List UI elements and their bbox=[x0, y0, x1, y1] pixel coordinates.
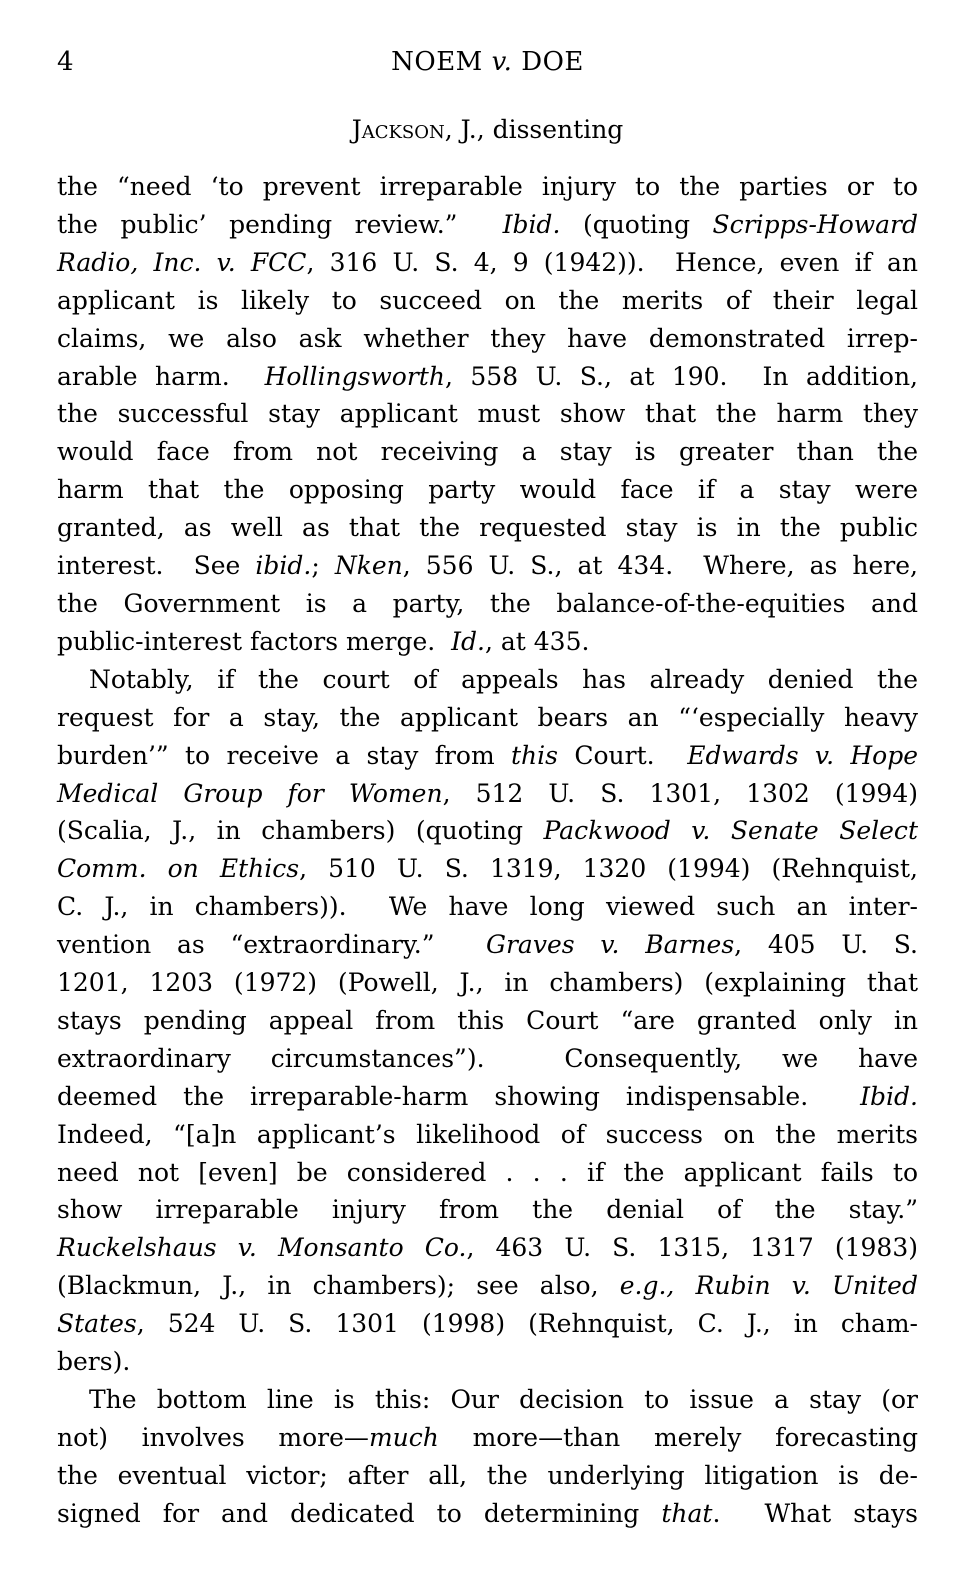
text-run: harm that the opposing party would face if a stay were bbox=[57, 475, 918, 505]
text-run: C. J., in chambers)). We have long viewed such an inter- bbox=[57, 892, 918, 922]
text-line bbox=[57, 1419, 918, 1457]
text-run: NOEM bbox=[391, 47, 492, 77]
italic-text-run: Id. bbox=[451, 626, 485, 656]
text-line bbox=[57, 888, 918, 926]
text-run: burden’” to receive a stay from bbox=[57, 740, 512, 770]
text-run: (Blackmun, J., in chambers); see also, bbox=[57, 1271, 620, 1301]
italic-text-run: Rubin v. United bbox=[695, 1271, 918, 1301]
text-line bbox=[57, 1040, 918, 1078]
text-run bbox=[674, 1271, 695, 1300]
text-line bbox=[57, 1457, 918, 1495]
italic-text-run: Ibid. bbox=[860, 1081, 918, 1111]
text-run: the Government is a party, the balance-of-the-equities and bbox=[57, 588, 918, 618]
text-line bbox=[57, 433, 918, 471]
text-run: (quoting bbox=[560, 209, 713, 239]
text-run: granted, as well as that the requested stay is in the public bbox=[57, 513, 918, 543]
text-line bbox=[57, 244, 918, 282]
text-run: , 558 U. S., at 190. In addition, bbox=[444, 361, 918, 391]
opinion-author-line bbox=[57, 114, 918, 145]
text-line bbox=[57, 1078, 918, 1116]
text-run: more—than merely forecasting bbox=[438, 1422, 918, 1452]
running-header bbox=[57, 46, 918, 78]
text-run: the successful stay applicant must show that the harm they bbox=[57, 399, 918, 429]
italic-text-run: much bbox=[368, 1422, 439, 1452]
italic-text-run: Scripps-Howard bbox=[712, 209, 919, 239]
text-run: the public’ pending review.” bbox=[57, 209, 503, 239]
text-line bbox=[57, 509, 918, 547]
text-line bbox=[57, 358, 918, 396]
text-run: the “need ‘to prevent irreparable injury to the parties or to bbox=[57, 172, 918, 201]
text-run: , 463 U. S. 1315, 1317 (1983) bbox=[466, 1233, 918, 1263]
text-run: stays pending appeal from this Court “are granted only in bbox=[57, 1005, 918, 1035]
opinion-body bbox=[57, 168, 918, 1533]
text-line bbox=[57, 206, 918, 244]
italic-text-run: this bbox=[511, 740, 558, 770]
italic-text-run: Nken bbox=[334, 551, 403, 581]
text-run: applicant is likely to succeed on the merits of their legal bbox=[57, 285, 918, 315]
text-line bbox=[57, 1495, 918, 1533]
text-run: , J., dissenting bbox=[444, 115, 624, 144]
text-line bbox=[57, 547, 918, 585]
italic-text-run: States bbox=[57, 1309, 137, 1339]
text-run: , 556 U. S., at 434. Where, as here, bbox=[402, 551, 918, 581]
italic-text-run: Ibid. bbox=[502, 209, 561, 239]
text-run: (Scalia, J., in chambers) (quoting bbox=[57, 816, 544, 846]
text-run: would face from not receiving a stay is greater than the bbox=[57, 437, 918, 467]
text-line bbox=[57, 471, 918, 509]
text-run: vention as “extraordinary.” bbox=[57, 930, 487, 960]
text-run: , at 435. bbox=[484, 626, 590, 656]
text-line bbox=[57, 1154, 918, 1192]
page-number: 4 bbox=[57, 47, 74, 77]
text-run: , 524 U. S. 1301 (1998) (Rehnquist, C. J., in cham- bbox=[136, 1309, 918, 1339]
text-run: extraordinary circumstances”). Consequently, we have bbox=[57, 1043, 918, 1073]
text-run: bers). bbox=[57, 1347, 131, 1377]
italic-text-run: ibid. bbox=[255, 551, 312, 581]
text-run: not) involves more— bbox=[57, 1422, 369, 1452]
italic-text-run: Medical Group for Women bbox=[57, 778, 443, 808]
text-line bbox=[57, 1267, 918, 1305]
smallcaps-text-run: Jackson bbox=[351, 115, 445, 144]
text-line bbox=[57, 395, 918, 433]
italic-text-run: Comm. on Ethics bbox=[57, 854, 300, 884]
italic-text-run: Ruckelshaus v. Monsanto Co. bbox=[57, 1233, 467, 1263]
italic-text-run: Edwards v. Hope bbox=[687, 740, 918, 770]
text-run: interest. See bbox=[57, 551, 256, 581]
text-run: deemed the irreparable-harm showing indispensable. bbox=[57, 1081, 861, 1111]
text-line bbox=[57, 1229, 918, 1267]
text-run: claims, we also ask whether they have demonstrated irrep- bbox=[57, 323, 918, 353]
text-line bbox=[57, 623, 918, 661]
case-title bbox=[57, 46, 918, 78]
text-line bbox=[57, 699, 918, 737]
text-run: . What stays bbox=[712, 1498, 918, 1528]
text-line bbox=[57, 1343, 918, 1381]
italic-text-run: e.g., bbox=[619, 1271, 675, 1301]
text-run: public-interest factors merge. bbox=[57, 626, 452, 656]
text-run: show irreparable injury from the denial of the stay.” bbox=[57, 1195, 918, 1225]
text-line bbox=[57, 282, 918, 320]
text-line bbox=[57, 850, 918, 888]
text-line bbox=[57, 320, 918, 358]
text-line bbox=[57, 775, 918, 813]
text-run: Notably, if the court of appeals has already denied the bbox=[89, 664, 918, 694]
text-line bbox=[57, 585, 918, 623]
text-line bbox=[57, 661, 918, 699]
text-line bbox=[57, 964, 918, 1002]
text-run: , 316 U. S. 4, 9 (1942)). Hence, even if an bbox=[306, 247, 918, 277]
text-run: The bottom line is this: Our decision to issue a stay (or bbox=[89, 1385, 918, 1414]
text-run: request for a stay, the applicant bears an “‘especially heavy bbox=[57, 702, 918, 732]
text-run: DOE bbox=[512, 47, 584, 77]
italic-text-run: Packwood v. Senate Select bbox=[543, 816, 918, 846]
text-run: ; bbox=[311, 551, 335, 581]
text-run: arable harm. bbox=[57, 361, 265, 391]
text-run: , 510 U. S. 1319, 1320 (1994) (Rehnquist, bbox=[299, 854, 919, 884]
text-line bbox=[57, 926, 918, 964]
text-run: Indeed, “[a]n applicant’s likelihood of success on the merits bbox=[57, 1119, 918, 1149]
text-line bbox=[57, 812, 918, 850]
text-run: Court. bbox=[558, 740, 688, 770]
text-line bbox=[57, 1116, 918, 1154]
italic-text-run: v. bbox=[491, 47, 513, 77]
italic-text-run: that bbox=[661, 1498, 713, 1528]
italic-text-run: Graves v. Barnes bbox=[486, 930, 735, 960]
text-run: 1201, 1203 (1972) (Powell, J., in chambers) (explaining that bbox=[57, 968, 918, 998]
text-run: , 512 U. S. 1301, 1302 (1994) bbox=[442, 778, 918, 808]
italic-text-run: Hollingsworth bbox=[264, 361, 445, 391]
text-run: the eventual victor; after all, the underlying litigation is de- bbox=[57, 1460, 918, 1490]
text-run: , 405 U. S. bbox=[734, 930, 918, 960]
text-line bbox=[57, 737, 918, 775]
text-line bbox=[57, 168, 918, 206]
text-line bbox=[57, 1305, 918, 1343]
text-line bbox=[57, 1191, 918, 1229]
italic-text-run: Radio, Inc. v. FCC bbox=[57, 247, 307, 277]
text-run: signed for and dedicated to determining bbox=[57, 1498, 662, 1528]
text-line bbox=[57, 1002, 918, 1040]
text-line bbox=[57, 1381, 918, 1419]
text-run: need not [even] be considered . . . if the applicant fails to bbox=[57, 1157, 918, 1187]
